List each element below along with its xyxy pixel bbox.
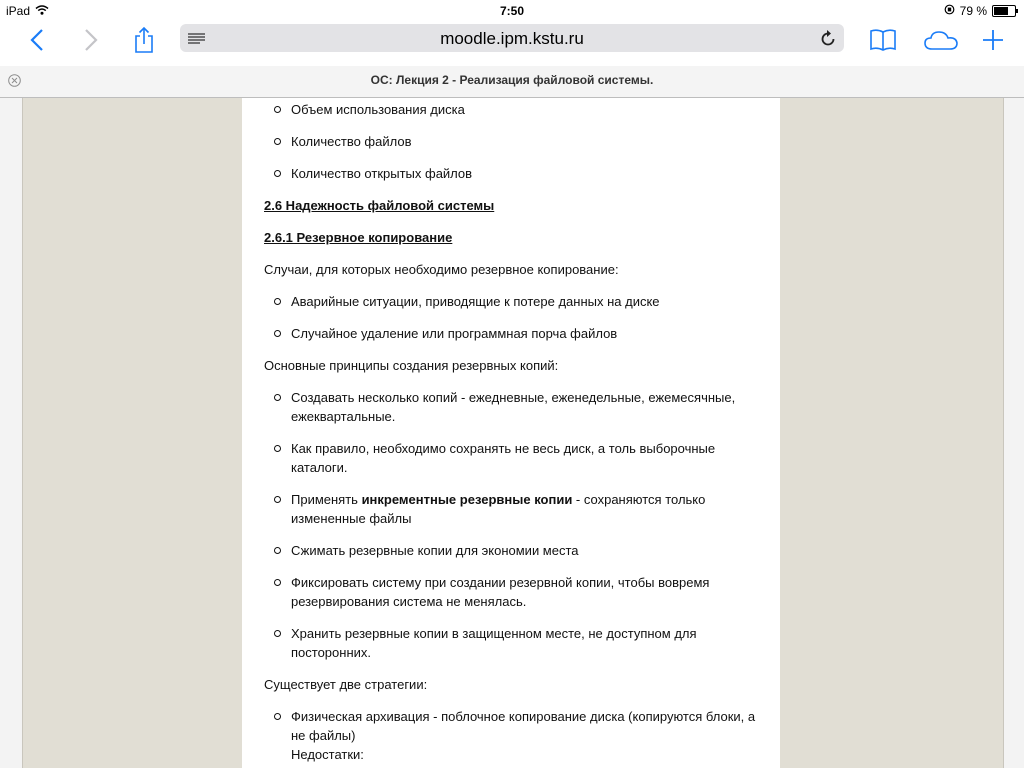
web-content[interactable] (0, 98, 1024, 768)
device-name: iPad (6, 4, 31, 18)
list-item: Сжимать резервные копии для экономии места (291, 541, 764, 560)
tab-bar (0, 66, 1024, 98)
backup-cases-list (264, 292, 764, 343)
list-item: Количество файлов (291, 132, 764, 151)
paragraph: Существует две стратегии: (264, 677, 428, 692)
status-bar (0, 0, 1024, 22)
lecture-document (264, 100, 764, 768)
subsection-heading: 2.6.1 Резервное копирование (264, 230, 453, 245)
paragraph: Основные принципы создания резервных копий: (264, 358, 559, 373)
text-run: Применять (291, 492, 362, 507)
list-item: Объем использования диска (291, 100, 764, 119)
list-item (291, 707, 764, 764)
address-bar[interactable] (180, 24, 844, 52)
clock: 7:50 (499, 4, 525, 18)
list-item (291, 490, 764, 528)
back-button[interactable] (24, 26, 50, 54)
paragraph: Случаи, для которых необходимо резервное копирование: (264, 262, 619, 277)
url-text: moodle.ipm.kstu.ru (440, 29, 584, 48)
icloud-tabs-button[interactable] (920, 26, 962, 54)
bookmarks-button[interactable] (866, 26, 900, 54)
backup-principles-list (264, 388, 764, 662)
list-item: Создавать несколько копий - ежедневные, еженедельные, ежемесячные, ежеквартальные. (291, 388, 764, 426)
list-item: Количество открытых файлов (291, 164, 764, 183)
bold-term: инкрементные резервные копии (361, 492, 573, 507)
list-item: Аварийные ситуации, приводящие к потере данных на диске (291, 292, 764, 311)
list-item: Как правило, необходимо сохранять не весь диск, а толь выборочные каталоги. (291, 439, 764, 477)
new-tab-button[interactable] (980, 26, 1006, 54)
battery-icon (992, 5, 1016, 17)
orientation-lock-icon (944, 4, 955, 18)
text-run: - сохраняются только измененные файлы (291, 492, 706, 526)
text-run: Недостатки: (291, 747, 364, 762)
list-item: Фиксировать систему при создании резервной копии, чтобы вовремя резервирования система не менялась. (291, 573, 764, 611)
section-heading: 2.6 Надежность файловой системы (264, 198, 495, 213)
battery-percent: 79 % (959, 4, 987, 18)
text-run: Физическая архивация - поблочное копирование диска (копируются блоки, а не файлы) (291, 709, 756, 743)
share-button[interactable] (130, 26, 158, 54)
disk-metrics-list (264, 100, 764, 183)
forward-button[interactable] (78, 26, 104, 54)
strategies-list (264, 707, 764, 764)
reload-icon[interactable] (820, 29, 836, 52)
list-item: Хранить резервные копии в защищенном месте, не доступном для посторонних. (291, 624, 764, 662)
tab-title[interactable]: ОС: Лекция 2 - Реализация файловой системы. (370, 73, 654, 87)
list-item: Случайное удаление или программная порча файлов (291, 324, 764, 343)
